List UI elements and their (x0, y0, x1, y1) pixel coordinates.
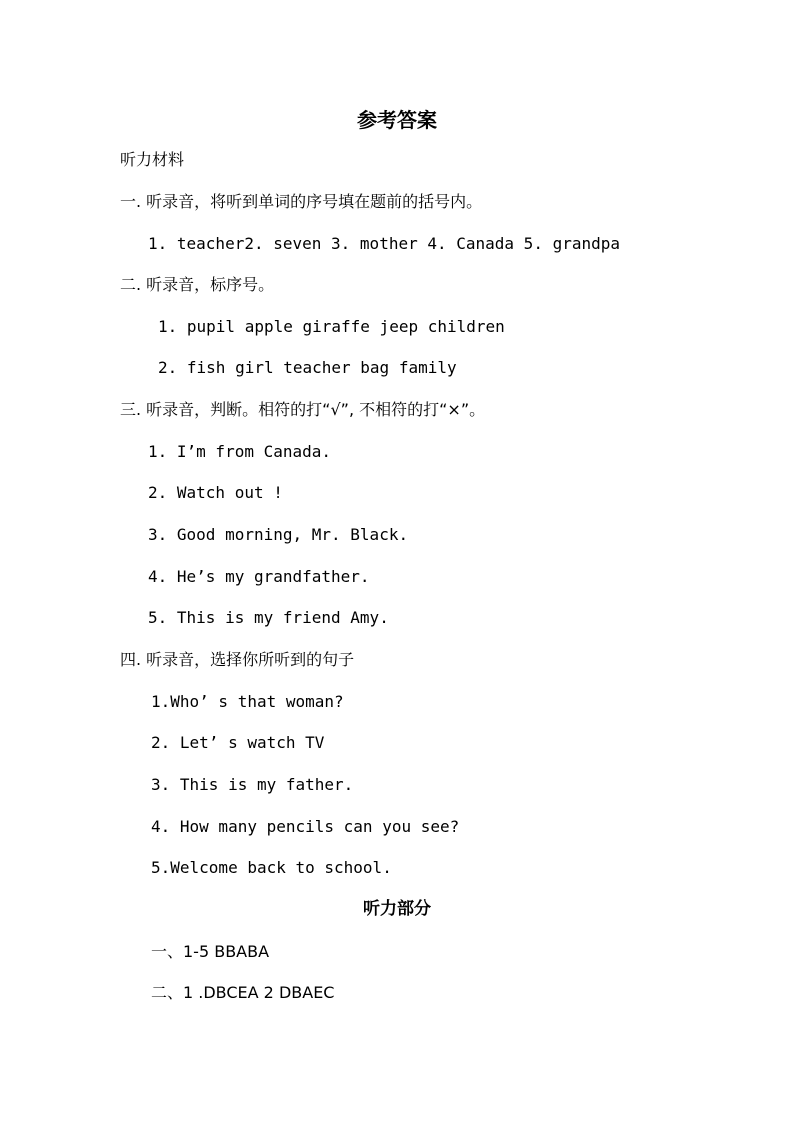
answer-line: 二、1 .DBCEA 2 DBAEC (151, 983, 335, 1002)
answers-heading: 听力部分 (363, 899, 431, 919)
listening-material-label: 听力材料 (120, 150, 185, 169)
section-1-items: 1. teacher2. seven 3. mother 4. Canada 5. grandpa (148, 234, 621, 253)
section-2-heading: 二. 听录音，标序号。 (120, 275, 275, 294)
section-4-item: 5.Welcome back to school. (151, 858, 392, 877)
section-2-item: 2. fish girl teacher bag family (158, 358, 457, 377)
section-3-item: 4. He’s my grandfather. (148, 567, 370, 586)
section-3-item: 2. Watch out ! (148, 483, 283, 502)
section-4-item: 2. Let’ s watch TV (151, 733, 325, 752)
section-4-item: 1.Who’ s that woman? (151, 692, 344, 711)
section-4-item: 4. How many pencils can you see? (151, 817, 460, 836)
section-1-heading: 一. 听录音，将听到单词的序号填在题前的括号内。 (120, 192, 483, 211)
section-3-item: 1. I’m from Canada. (148, 442, 332, 461)
answer-line: 一、1-5 BBABA (151, 942, 270, 961)
page-title: 参考答案 (357, 108, 437, 132)
section-2-item: 1. pupil apple giraffe jeep children (158, 317, 505, 336)
section-4-heading: 四. 听录音，选择你所听到的句子 (120, 650, 355, 669)
section-3-item: 3. Good morning, Mr. Black. (148, 525, 409, 544)
section-3-heading: 三. 听录音，判断。相符的打“√”, 不相符的打“×”。 (120, 400, 486, 419)
section-4-item: 3. This is my father. (151, 775, 354, 794)
section-3-item: 5. This is my friend Amy. (148, 608, 389, 627)
